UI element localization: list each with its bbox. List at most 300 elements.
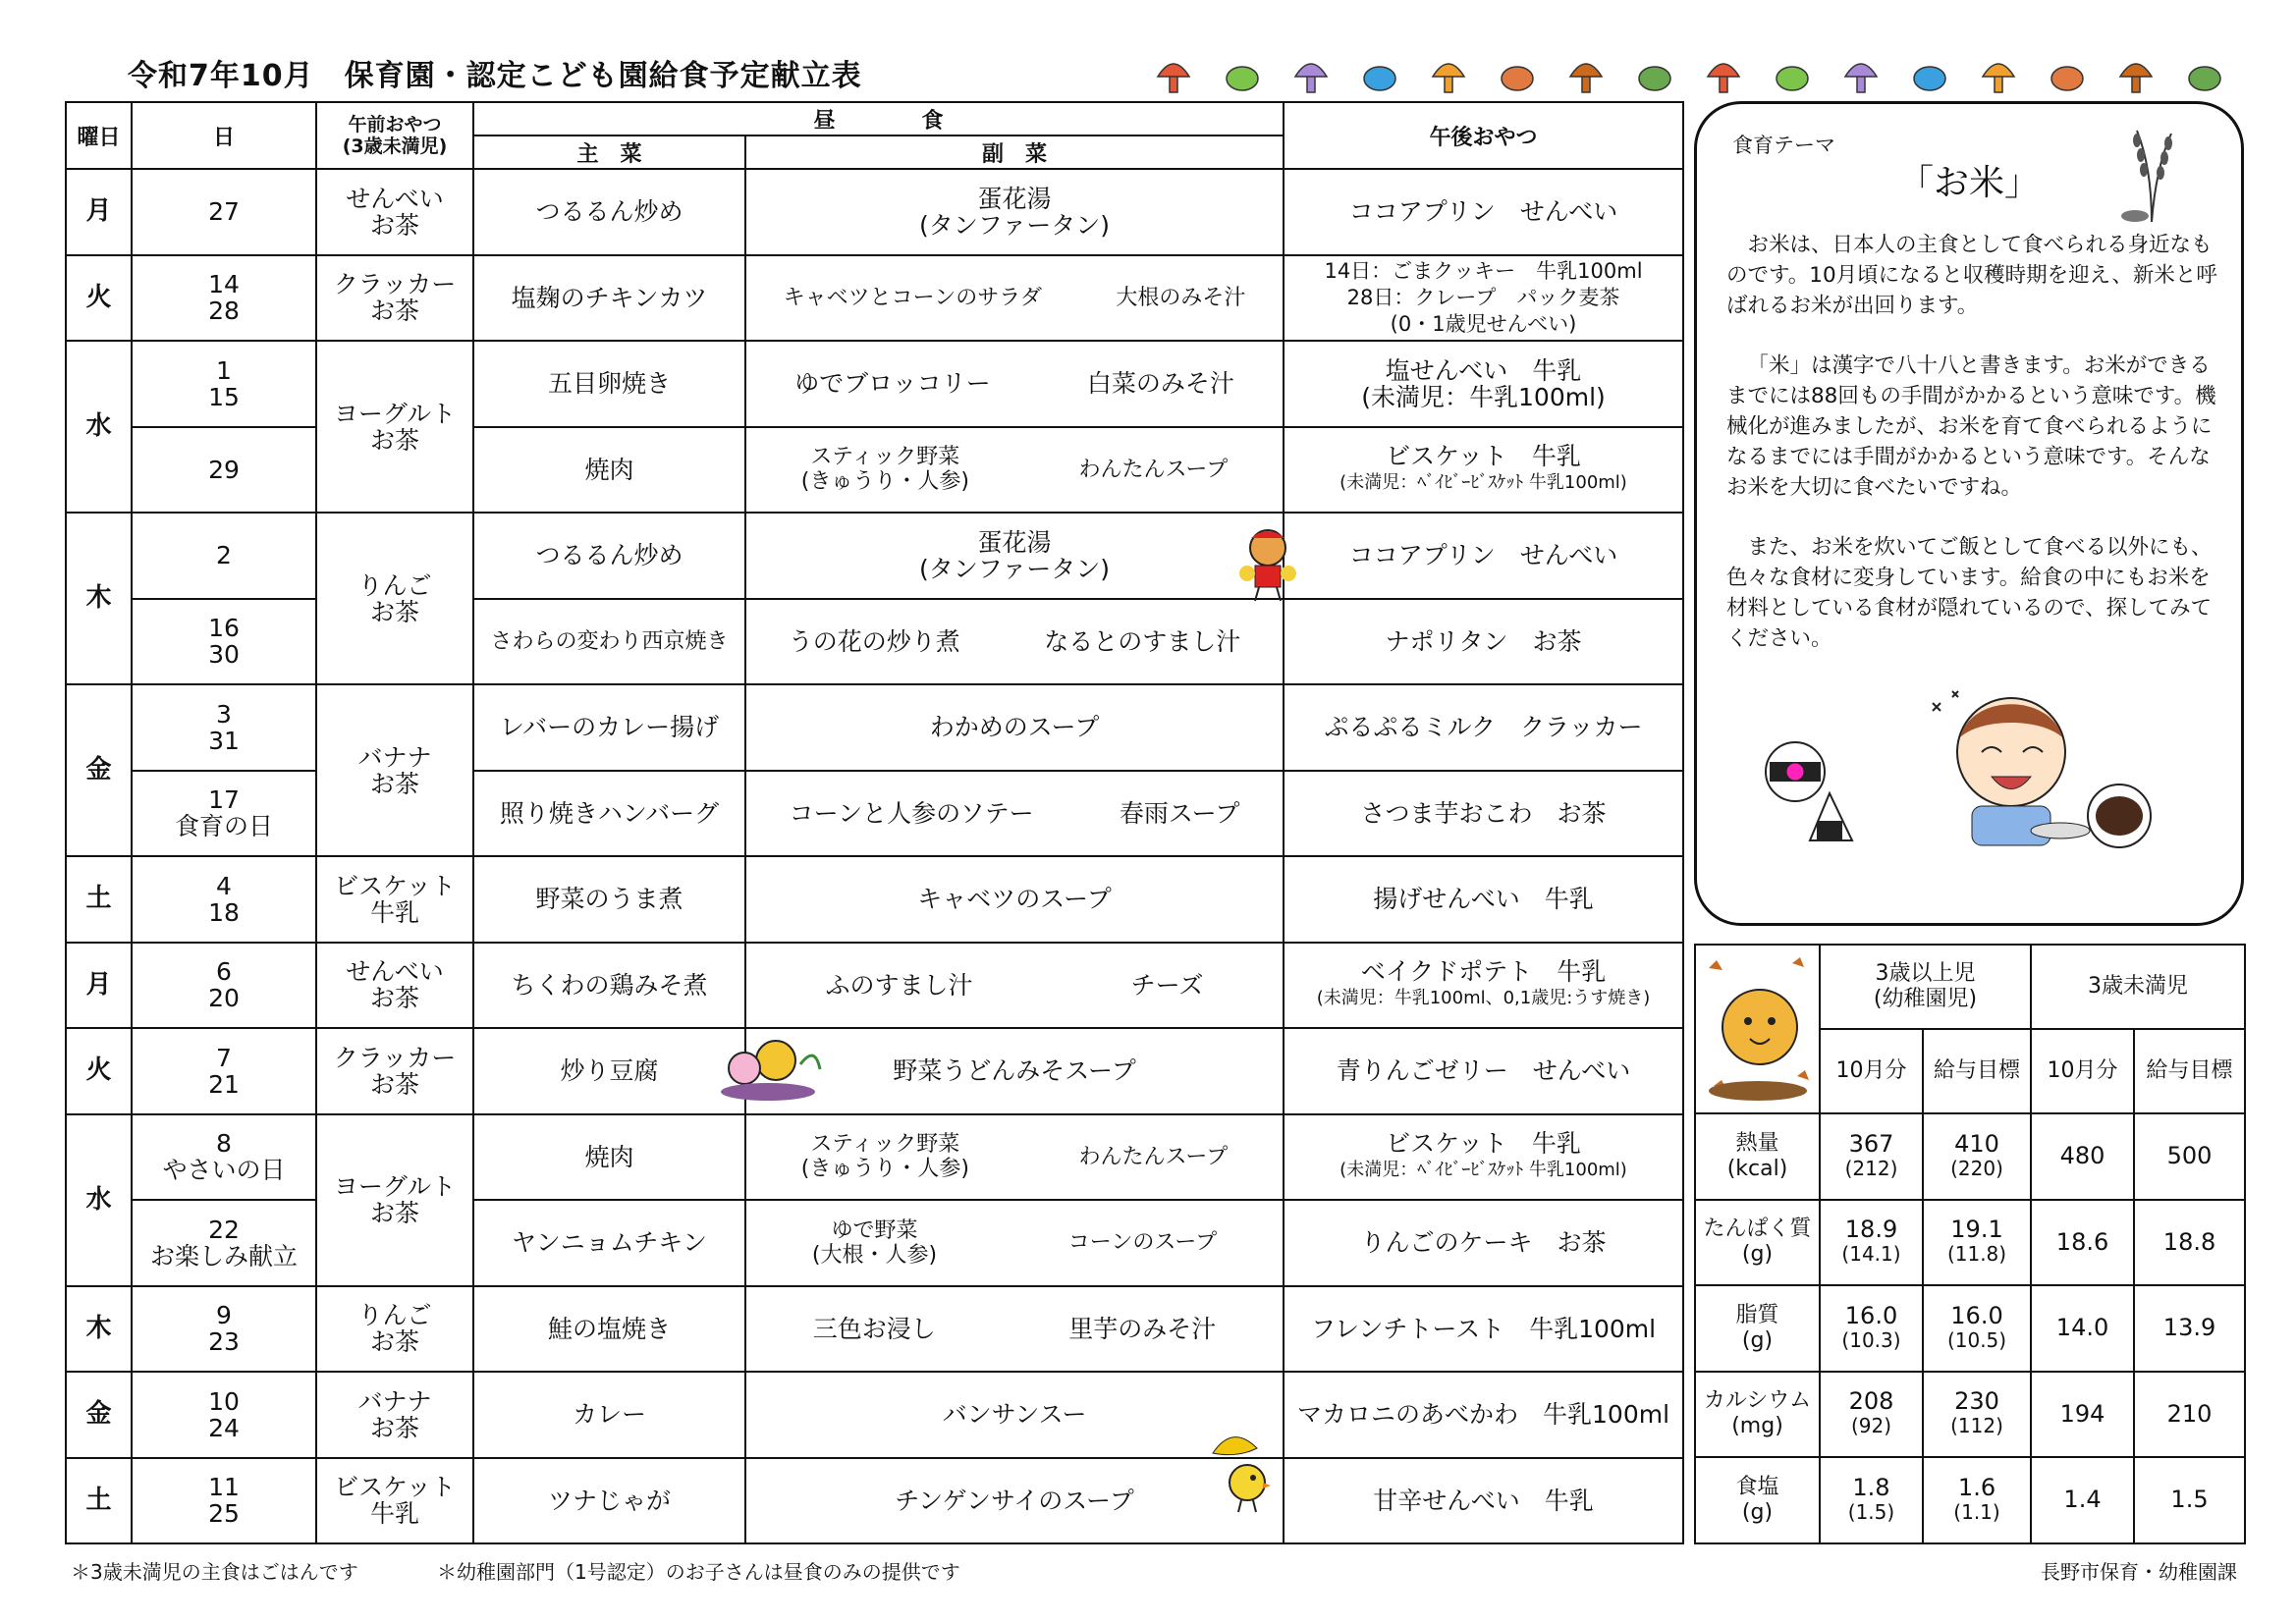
nutrient-value: 1.4 <box>2063 1486 2102 1514</box>
nutrient-value-under3: (10.3) <box>1841 1327 1901 1352</box>
side-dish-item: コーンのスープ <box>1067 1230 1218 1256</box>
side-dish-item: なるとのすまし汁 <box>1044 626 1241 656</box>
am-snack-item: お茶 <box>369 984 419 1013</box>
nutrient-name: 食塩 <box>1735 1474 1779 1499</box>
side-dish-cell <box>745 599 1284 685</box>
theme-paragraph-1: お米は、日本人の主食として食べられる身近なものです。10月頃になると収穫時期を迎え、新米と呼ばれるお米が出回ります。 <box>1726 233 2217 318</box>
am-snack-item: お茶 <box>369 1199 419 1227</box>
ohagi-illustration <box>2080 782 2159 850</box>
side-dish-item: スティック野菜 (きゅうり・人参) <box>800 1132 969 1182</box>
main-dish-cell: カレー <box>473 1372 745 1458</box>
am-snack-item: 牛乳 <box>369 897 419 927</box>
date-cell <box>132 943 316 1029</box>
nutrient-value-cell <box>1820 1113 1923 1200</box>
main-dish-cell: 照り焼きハンバーグ <box>473 771 745 857</box>
theme-label: 食育テーマ <box>1732 134 1835 157</box>
nutrient-value-under3: (92) <box>1850 1414 1892 1438</box>
side-dish-item: うの花の炒り煮 <box>788 626 960 656</box>
menu-row <box>66 771 1683 857</box>
nutrient-label <box>1695 1200 1820 1286</box>
am-snack-cell <box>316 1458 473 1544</box>
date-number: 16 <box>208 614 240 643</box>
menu-row <box>66 1286 1683 1373</box>
nutrient-unit: (kcal) <box>1726 1156 1788 1181</box>
am-snack-item: せんべい <box>346 957 444 987</box>
am-snack-cell <box>316 1286 473 1373</box>
am-snack-item: お茶 <box>369 425 419 455</box>
nutrient-name: 脂質 <box>1735 1302 1779 1327</box>
am-snack-cell <box>316 943 473 1029</box>
date-cell <box>132 341 316 427</box>
pm-snack-item: ココアプリン せんべい <box>1348 541 1618 570</box>
nutrition-row <box>1695 1200 2245 1286</box>
nutrient-label <box>1695 1372 1820 1458</box>
pm-snack-cell <box>1284 943 1683 1029</box>
pm-snack-cell <box>1284 1458 1683 1544</box>
nutrient-unit: (g) <box>1741 1242 1774 1268</box>
date-number: 4 <box>216 871 232 900</box>
date-cell <box>132 169 316 255</box>
nutrition-col-oct-2: 10月分 <box>2031 1029 2134 1113</box>
critter-decoration <box>1983 64 2014 92</box>
date-cell <box>132 1114 316 1201</box>
pm-snack-cell <box>1284 1028 1683 1114</box>
critter-decoration <box>1227 67 1258 90</box>
nutrient-value-cell <box>2134 1372 2245 1458</box>
menu-table <box>65 101 1684 1544</box>
header-pm-snack: 午後おやつ <box>1284 102 1683 169</box>
side-dish-cell <box>745 341 1284 427</box>
pm-snack-item: ベイクドポテト 牛乳 <box>1360 957 1607 987</box>
nutrient-label <box>1695 1113 1820 1200</box>
nutrient-value-under3: (112) <box>1950 1414 2003 1438</box>
nutrient-value-cell <box>1820 1372 1923 1458</box>
date-number: 14 <box>208 270 240 299</box>
critter-decoration <box>1777 67 1808 90</box>
nutrient-value-cell <box>1923 1200 2031 1286</box>
date-number: 3 <box>216 699 232 729</box>
main-dish-cell: 野菜のうま煮 <box>473 856 745 943</box>
critter-decoration <box>1158 64 1189 92</box>
date-number: 27 <box>208 197 240 227</box>
am-snack-item: ヨーグルト <box>333 1172 457 1201</box>
side-dish-item: 白菜のみそ汁 <box>1086 369 1234 399</box>
nutrient-value: 18.6 <box>2055 1227 2109 1256</box>
footer-organization: 長野市保育・幼稚園課 <box>2041 1560 2237 1584</box>
nutrient-value: 1.8 <box>1852 1473 1890 1501</box>
date-number: 7 <box>216 1043 232 1072</box>
nutrient-value-cell <box>2134 1113 2245 1200</box>
side-dish-cell <box>745 1372 1284 1458</box>
footer-note-kindergarten: ＊幼稚園部門（1号認定）のお子さんは昼食のみの提供です <box>437 1560 960 1584</box>
side-dish-item: 野菜うどんみそスープ <box>893 1056 1136 1086</box>
am-snack-cell <box>316 856 473 943</box>
date-note: 18 <box>208 897 240 927</box>
main-dish-cell: ツナじゃが <box>473 1458 745 1544</box>
am-snack-cell <box>316 1114 473 1286</box>
date-cell <box>132 1286 316 1373</box>
side-dish-cell <box>745 427 1284 514</box>
pm-snack-item: 塩せんべい 牛乳 <box>1385 355 1582 385</box>
nutrition-col-target-2: 給与目標 <box>2134 1029 2245 1113</box>
main-dish-cell: 焼肉 <box>473 1114 745 1201</box>
nutrient-value-under3: (14.1) <box>1841 1242 1901 1267</box>
header-am-snack <box>316 102 473 169</box>
side-dish-item: (タンファータン) <box>919 210 1111 240</box>
am-snack-item: りんご <box>357 1301 432 1330</box>
critter-decoration <box>1639 67 1670 90</box>
date-note: 25 <box>208 1499 240 1529</box>
pm-snack-item: ぷるぷるミルク クラッカー <box>1324 713 1643 742</box>
pm-snack-item: ココアプリン せんべい <box>1348 197 1618 227</box>
side-dish-cell <box>745 1028 1284 1114</box>
side-dish-item: 蛋花湯 <box>977 527 1052 557</box>
critter-decoration <box>1914 67 1945 90</box>
side-dish-cell <box>745 513 1284 599</box>
pm-snack-cell <box>1284 341 1683 427</box>
pm-snack-cell <box>1284 169 1683 255</box>
critter-decoration <box>2120 64 2152 92</box>
am-snack-item: ビスケット <box>334 871 456 900</box>
main-dish-cell: 焼肉 <box>473 427 745 514</box>
nutrient-value: 18.8 <box>2162 1227 2216 1256</box>
date-cell <box>132 599 316 685</box>
day-of-week-cell: 金 <box>66 1372 132 1458</box>
date-note: 28 <box>208 297 240 326</box>
day-of-week-cell: 土 <box>66 856 132 943</box>
menu-row <box>66 1372 1683 1458</box>
pm-snack-cell <box>1284 427 1683 514</box>
date-number: 9 <box>216 1301 232 1330</box>
main-dish-cell: 塩麹のチキンカツ <box>473 255 745 342</box>
nutrition-row <box>1695 1372 2245 1458</box>
critter-decoration <box>1570 64 1602 92</box>
side-dish-item: ゆでブロッコリー <box>794 369 991 399</box>
am-snack-item: りんご <box>357 570 432 600</box>
date-cell <box>132 427 316 514</box>
am-snack-item: お茶 <box>369 1327 419 1357</box>
main-dish-cell: つるるん炒め <box>473 169 745 255</box>
header-lunch: 昼 食 <box>473 102 1284 135</box>
am-snack-item: 牛乳 <box>369 1499 419 1529</box>
nutrient-unit: (g) <box>1741 1499 1774 1525</box>
date-number: 29 <box>208 455 240 484</box>
footer-note-staple: ＊3歳未満児の主食はごはんです <box>71 1560 358 1584</box>
am-snack-item: せんべい <box>346 184 444 213</box>
side-dish-item: (タンファータン) <box>919 554 1111 583</box>
side-dish-item: わかめのスープ <box>929 713 1100 742</box>
nutrient-value: 16.0 <box>1844 1301 1898 1329</box>
pm-snack-item: マカロニのあべかわ 牛乳100ml <box>1297 1400 1670 1430</box>
nutrient-value-cell <box>2031 1200 2134 1286</box>
menu-row <box>66 427 1683 514</box>
side-dish-item: ゆで野菜 (大根・人参) <box>811 1217 938 1268</box>
nutrient-value: 1.5 <box>2170 1486 2209 1514</box>
nutrient-value: 367 <box>1848 1129 1894 1158</box>
nutrient-value: 210 <box>2166 1399 2213 1428</box>
date-cell <box>132 1028 316 1114</box>
am-snack-item: バナナ <box>357 1386 432 1416</box>
pm-snack-note: (未満児：ﾍﾞｲﾋﾞｰﾋﾞｽｹｯﾄ 牛乳100ml) <box>1339 1160 1627 1181</box>
date-number: 11 <box>208 1473 240 1502</box>
nutrient-value: 16.0 <box>1950 1301 2003 1329</box>
menu-row <box>66 684 1683 771</box>
main-dish-cell: つるるん炒め <box>473 513 745 599</box>
side-dish-item: ふのすまし汁 <box>825 970 973 1000</box>
nutrient-value-cell <box>1820 1200 1923 1286</box>
nutrition-table <box>1694 944 2246 1544</box>
nutrient-name: 熱量 <box>1735 1130 1779 1156</box>
date-note: 23 <box>208 1327 240 1357</box>
pm-snack-cell <box>1284 1200 1683 1286</box>
pm-snack-item: 甘辛せんべい 牛乳 <box>1373 1486 1594 1515</box>
side-dish-cell <box>745 1114 1284 1201</box>
pm-snack-note: (未満児：牛乳100ml) <box>1361 382 1606 411</box>
am-snack-item: ビスケット <box>334 1473 456 1502</box>
am-snack-cell <box>316 255 473 342</box>
am-snack-cell <box>316 1372 473 1458</box>
pm-snack-item: さつま芋おこわ お茶 <box>1360 798 1607 828</box>
header-side: 副 菜 <box>745 135 1284 169</box>
date-number: 6 <box>216 957 232 987</box>
nutrient-value-under3: (212) <box>1844 1156 1898 1180</box>
date-cell <box>132 1458 316 1544</box>
pm-snack-item: 揚げせんべい 牛乳 <box>1373 885 1594 914</box>
nutrient-value: 18.9 <box>1844 1216 1898 1244</box>
date-note: 20 <box>208 984 240 1013</box>
date-note: 食育の日 <box>174 812 273 841</box>
nutrient-value: 1.6 <box>1957 1473 1996 1501</box>
am-snack-cell <box>316 1028 473 1114</box>
am-snack-item: お茶 <box>369 597 419 626</box>
theme-paragraph-3: また、お米を炊いてご飯として食べる以外にも、色々な食材に変身しています。給食の中にもお米を材料としている食材が隠れているので、探してみてください。 <box>1726 535 2213 651</box>
critter-decoration <box>2051 67 2083 90</box>
main-dish-cell: 五目卵焼き <box>473 341 745 427</box>
header-main: 主 菜 <box>473 135 745 169</box>
decorative-border-illustration <box>1144 51 2254 98</box>
main-dish-cell: ヤンニョムチキン <box>473 1200 745 1286</box>
main-dish-cell: ちくわの鶏みそ煮 <box>473 943 745 1029</box>
side-dish-item: 春雨スープ <box>1119 798 1240 828</box>
nutrient-value: 13.9 <box>2162 1314 2216 1342</box>
date-cell <box>132 513 316 599</box>
nutrient-value-cell <box>1923 1457 2031 1543</box>
day-of-week-cell: 水 <box>66 341 132 513</box>
date-note: 24 <box>208 1413 240 1442</box>
nutrition-group-over3-line2: (幼稚園児) <box>1873 987 1978 1011</box>
chick-ginkgo-illustration <box>1208 1429 1277 1517</box>
nutrient-value-cell <box>2031 1372 2134 1458</box>
pm-snack-cell <box>1284 599 1683 685</box>
rice-plant-illustration <box>2117 126 2186 224</box>
am-snack-cell <box>316 341 473 513</box>
pm-snack-cell <box>1284 1372 1683 1458</box>
side-dish-item: キャベツのスープ <box>917 885 1112 914</box>
nutrient-value-cell <box>2134 1285 2245 1372</box>
side-dish-cell <box>745 771 1284 857</box>
am-snack-item: お茶 <box>369 769 419 798</box>
am-snack-item: クラッカー <box>333 1043 457 1072</box>
pm-snack-note: 28日：クレープ パック麦茶 <box>1346 285 1620 309</box>
critter-decoration <box>1364 67 1395 90</box>
page-title: 令和7年10月 保育園・認定こども園給食予定献立表 <box>128 59 862 93</box>
date-number: 17 <box>208 785 240 815</box>
am-snack-item: お茶 <box>369 1413 419 1442</box>
side-dish-item: わんたんスープ <box>1078 1144 1229 1169</box>
day-of-week-cell: 月 <box>66 169 132 255</box>
side-dish-item: チンゲンサイのスープ <box>895 1486 1134 1515</box>
theme-paragraph-2: 「米」は漢字で八十八と書きます。お米ができるまでには88回もの手間がかかるという意味です。機械化が進みましたが、お米を育て食べられるようになるまでには手間がかかるという意味です。そんなお米を大切に食べたいですね。 <box>1726 353 2216 500</box>
main-dish-cell: 鮭の塩焼き <box>473 1286 745 1373</box>
nutrient-value-cell <box>2134 1200 2245 1286</box>
side-dish-item: 三色お浸し <box>812 1314 936 1343</box>
pm-snack-cell <box>1284 1286 1683 1373</box>
side-dish-cell <box>745 856 1284 943</box>
pm-snack-item: フレンチトースト 牛乳100ml <box>1310 1314 1657 1343</box>
pm-snack-cell <box>1284 255 1683 342</box>
date-number: 1 <box>216 355 232 385</box>
am-snack-cell <box>316 513 473 684</box>
date-cell <box>132 255 316 342</box>
date-cell <box>132 1372 316 1458</box>
date-number: 8 <box>216 1129 232 1159</box>
header-am-snack-line1: 午前おやつ <box>348 114 442 135</box>
nutrient-value-cell <box>2134 1457 2245 1543</box>
nutrient-value: 500 <box>2166 1142 2213 1170</box>
critter-decoration <box>2189 67 2220 90</box>
critter-decoration <box>1845 64 1877 92</box>
day-of-week-cell: 木 <box>66 513 132 684</box>
day-of-week-cell: 金 <box>66 684 132 856</box>
nutrition-group-under3: 3歳未満児 <box>2031 945 2245 1029</box>
pm-snack-cell <box>1284 684 1683 771</box>
nutrient-value: 14.0 <box>2055 1314 2109 1342</box>
nutrient-label <box>1695 1285 1820 1372</box>
date-note: 30 <box>208 640 240 670</box>
side-dish-item: キャベツとコーンのサラダ <box>783 285 1042 310</box>
side-dish-item: 蛋花湯 <box>977 184 1052 213</box>
menu-row <box>66 169 1683 255</box>
menu-row <box>66 943 1683 1029</box>
pm-snack-item: 青りんごゼリー せんべい <box>1336 1056 1631 1086</box>
critter-decoration <box>1708 64 1739 92</box>
nutrition-row <box>1695 1457 2245 1543</box>
menu-row <box>66 513 1683 599</box>
nutrient-value-under3: (11.8) <box>1946 1242 2007 1267</box>
nutrition-group-over3 <box>1820 945 2031 1029</box>
main-dish-cell: さわらの変わり西京焼き <box>473 599 745 685</box>
autumn-cat-illustration <box>1695 945 1820 1113</box>
am-snack-item: ヨーグルト <box>333 399 457 428</box>
nutrient-value: 19.1 <box>1950 1216 2003 1244</box>
menu-row <box>66 599 1683 685</box>
am-snack-item: クラッカー <box>333 270 457 299</box>
day-of-week-cell: 土 <box>66 1458 132 1544</box>
nutrient-value: 208 <box>1848 1387 1894 1416</box>
main-dish-cell: 炒り豆腐 <box>473 1028 745 1114</box>
date-cell <box>132 856 316 943</box>
nutrient-value: 230 <box>1954 1387 1999 1416</box>
side-dish-cell <box>745 1200 1284 1286</box>
day-of-week-cell: 火 <box>66 1028 132 1114</box>
nutrient-unit: (g) <box>1741 1327 1774 1353</box>
nutrition-row <box>1695 1285 2245 1372</box>
nutrition-row <box>1695 1113 2245 1200</box>
day-of-week-cell: 火 <box>66 255 132 342</box>
nutrient-value-cell <box>1923 1285 2031 1372</box>
date-note: 31 <box>208 726 240 755</box>
side-dish-item: バンサンスー <box>942 1400 1087 1430</box>
pm-snack-note: (未満児：牛乳100ml、0,1歳児:うす焼き) <box>1316 988 1651 1009</box>
pm-snack-cell <box>1284 771 1683 857</box>
nutrient-name: カルシウム <box>1703 1388 1812 1414</box>
nutrient-value-under3: (10.5) <box>1946 1327 2007 1352</box>
nutrient-label <box>1695 1457 1820 1543</box>
nutrient-value-cell <box>2031 1285 2134 1372</box>
nutrient-value-cell <box>1820 1285 1923 1372</box>
date-number: 22 <box>208 1215 240 1244</box>
nutrition-group-over3-line1: 3歳以上児 <box>1875 961 1976 986</box>
pm-snack-cell <box>1284 856 1683 943</box>
side-dish-cell <box>745 943 1284 1029</box>
side-dish-cell <box>745 255 1284 342</box>
pm-snack-note: (0・1歳児せんべい) <box>1390 311 1577 336</box>
am-snack-item: バナナ <box>357 742 432 772</box>
critter-decoration <box>1502 67 1533 90</box>
menu-row <box>66 1114 1683 1201</box>
nutrient-value: 480 <box>2059 1142 2105 1170</box>
menu-row <box>66 856 1683 943</box>
nutrient-name: たんぱく質 <box>1703 1217 1812 1242</box>
rice-ball-illustration <box>1756 732 1864 850</box>
menu-row <box>66 1458 1683 1544</box>
nutrient-value-cell <box>1923 1113 2031 1200</box>
nutrient-value-under3: (1.5) <box>1847 1499 1895 1524</box>
nutrient-value-under3: (1.1) <box>1953 1499 2000 1524</box>
am-snack-cell <box>316 684 473 856</box>
day-of-week-cell: 月 <box>66 943 132 1029</box>
side-dish-item: チーズ <box>1130 970 1204 1000</box>
date-note: やさいの日 <box>162 1156 286 1185</box>
header-dow: 曜日 <box>66 102 132 169</box>
pm-snack-item: 14日：ごまクッキー 牛乳100ml <box>1324 258 1643 283</box>
nutrient-value: 410 <box>1954 1129 1999 1158</box>
side-dish-item: 大根のみそ汁 <box>1116 285 1246 310</box>
date-cell <box>132 684 316 771</box>
theme-title: 「お米」 <box>1897 163 2040 203</box>
nutrient-value-cell <box>1820 1457 1923 1543</box>
am-snack-item: お茶 <box>369 1069 419 1099</box>
date-cell <box>132 771 316 857</box>
am-snack-item: お茶 <box>369 297 419 326</box>
critter-decoration <box>1295 64 1327 92</box>
date-note: 15 <box>208 382 240 411</box>
am-snack-cell <box>316 169 473 255</box>
nutrient-unit: (mg) <box>1731 1414 1783 1439</box>
menu-row <box>66 1200 1683 1286</box>
side-dish-cell <box>745 1458 1284 1544</box>
pm-snack-item: ナポリタン お茶 <box>1385 626 1582 656</box>
date-cell <box>132 1200 316 1286</box>
nutrient-value-cell <box>2031 1113 2134 1200</box>
pm-snack-cell <box>1284 1114 1683 1201</box>
pm-snack-cell <box>1284 513 1683 599</box>
animals-sweet-potato-illustration <box>717 1035 823 1104</box>
side-dish-item: コーンと人参のソテー <box>789 798 1034 828</box>
side-dish-item: わんたんスープ <box>1078 457 1229 482</box>
side-dish-item: スティック野菜 (きゅうり・人参) <box>800 445 969 495</box>
nutrition-col-oct-1: 10月分 <box>1820 1029 1923 1113</box>
